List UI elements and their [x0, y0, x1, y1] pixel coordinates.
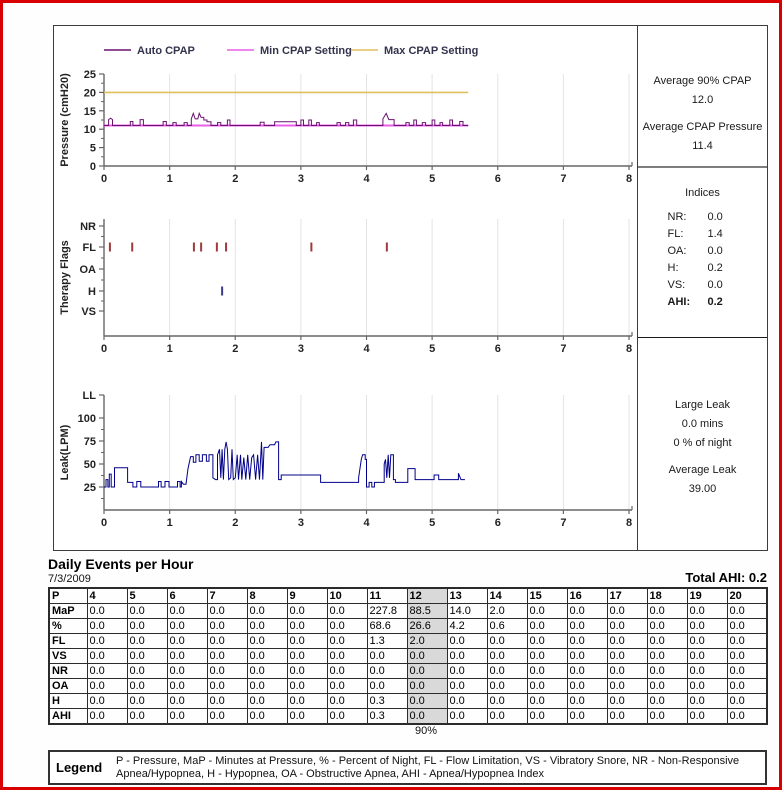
- ahi-index-label: AHI:: [667, 296, 691, 308]
- indices-title: Indices: [685, 187, 720, 199]
- table-cell: 0.0: [647, 694, 687, 709]
- table-cell: 0.0: [87, 634, 127, 649]
- table-cell: 0.0: [247, 634, 287, 649]
- index-label: OA:: [667, 245, 687, 257]
- table-cell: 0.0: [607, 664, 647, 679]
- table-column-header: 5: [127, 588, 167, 604]
- table-cell: 0.0: [487, 649, 527, 664]
- table-cell: 0.0: [607, 604, 647, 619]
- table-cell: 0.0: [207, 604, 247, 619]
- table-row-label: VS: [49, 649, 87, 664]
- table-cell: 0.0: [527, 634, 567, 649]
- svg-text:4: 4: [363, 173, 370, 185]
- svg-text:10: 10: [83, 124, 96, 137]
- charts-area: [54, 26, 637, 550]
- table-cell: 0.0: [167, 679, 207, 694]
- pressure-chart: [54, 26, 637, 201]
- daily-events-table: [48, 587, 768, 725]
- table-cell: 4.2: [447, 619, 487, 634]
- table-cell: 0.0: [87, 649, 127, 664]
- table-cell: 0.0: [687, 679, 727, 694]
- svg-text:1: 1: [166, 343, 173, 355]
- table-cell: 0.0: [287, 649, 327, 664]
- svg-text:7: 7: [560, 517, 567, 529]
- svg-text:0: 0: [100, 517, 108, 529]
- svg-text:VS: VS: [81, 306, 96, 318]
- svg-text:75: 75: [83, 436, 96, 448]
- table-cell: 0.0: [647, 709, 687, 725]
- table-cell: 0.0: [87, 664, 127, 679]
- table-cell: 0.0: [287, 664, 327, 679]
- table-cell: 0.0: [727, 709, 767, 725]
- table-cell: 0.0: [287, 634, 327, 649]
- table-cell: 0.0: [607, 649, 647, 664]
- table-column-header: 9: [287, 588, 327, 604]
- table-cell: 0.0: [287, 709, 327, 725]
- table-row-label: %: [49, 619, 87, 634]
- table-cell: 0.0: [687, 664, 727, 679]
- svg-text:NR: NR: [80, 221, 96, 233]
- total-ahi-label: Total AHI:: [685, 570, 746, 585]
- table-row: [49, 679, 767, 694]
- table-cell: 0.0: [567, 664, 607, 679]
- svg-text:8: 8: [625, 343, 633, 355]
- table-cell: 0.0: [327, 634, 367, 649]
- svg-text:3: 3: [297, 517, 304, 529]
- table-cell: 0.0: [367, 664, 407, 679]
- indices-section: [638, 168, 767, 338]
- svg-text:5: 5: [429, 343, 436, 355]
- index-value: 0.0: [707, 211, 723, 223]
- table-cell: 0.0: [447, 694, 487, 709]
- table-cell: 0.0: [727, 679, 767, 694]
- svg-text:7: 7: [560, 343, 567, 355]
- charts-panel: [53, 25, 768, 551]
- table-cell: 0.0: [647, 619, 687, 634]
- table-row-label: H: [49, 694, 87, 709]
- table-row: [49, 664, 767, 679]
- total-ahi-value: 0.2: [748, 570, 767, 585]
- table-cell: 26.6: [407, 619, 447, 634]
- table-row: [49, 619, 767, 634]
- table-cell: 0.0: [87, 619, 127, 634]
- table-cell: 0.0: [127, 709, 167, 725]
- table-cell: 0.0: [367, 649, 407, 664]
- table-cell: 0.0: [407, 679, 447, 694]
- table-cell: 0.0: [487, 694, 527, 709]
- index-label: H:: [667, 262, 679, 274]
- table-cell: 0.0: [287, 679, 327, 694]
- table-cell: 0.0: [287, 694, 327, 709]
- table-cell: 0.0: [207, 619, 247, 634]
- svg-text:100: 100: [77, 413, 96, 425]
- pressure-stats-section: [638, 26, 767, 168]
- table-cell: 0.0: [727, 649, 767, 664]
- large-leak-percent: 0 % of night: [673, 437, 732, 449]
- table-cell: 227.8: [367, 604, 407, 619]
- table-cell: 0.0: [127, 634, 167, 649]
- table-cell: 0.0: [407, 694, 447, 709]
- large-leak-title: Large Leak: [674, 399, 731, 411]
- table-cell: 0.0: [207, 649, 247, 664]
- svg-text:6: 6: [494, 517, 501, 529]
- table-cell: 68.6: [367, 619, 407, 634]
- table-cell: 0.0: [647, 679, 687, 694]
- table-cell: 0.0: [127, 649, 167, 664]
- svg-text:Pressure (cmH20): Pressure (cmH20): [59, 73, 71, 167]
- table-cell: 0.0: [647, 649, 687, 664]
- table-cell: 0.0: [287, 604, 327, 619]
- table-cell: 0.0: [407, 664, 447, 679]
- table-column-header: 18: [647, 588, 687, 604]
- table-column-header: 7: [207, 588, 247, 604]
- svg-text:6: 6: [494, 173, 501, 185]
- table-cell: 0.0: [527, 694, 567, 709]
- events-table-title: Daily Events per Hour: [48, 556, 194, 572]
- table-cell: 0.0: [487, 634, 527, 649]
- svg-text:3: 3: [297, 173, 304, 185]
- table-cell: 0.0: [167, 649, 207, 664]
- table-cell: 0.0: [127, 604, 167, 619]
- table-cell: 0.0: [687, 694, 727, 709]
- table-cell: 0.0: [567, 694, 607, 709]
- ninety-percent-note: 90%: [414, 725, 438, 737]
- avg-cpap-pressure-label: Average CPAP Pressure: [642, 121, 763, 133]
- table-cell: 0.0: [567, 619, 607, 634]
- table-column-header: 6: [167, 588, 207, 604]
- svg-text:2: 2: [232, 173, 239, 185]
- table-cell: 0.3: [367, 709, 407, 725]
- svg-text:6: 6: [494, 343, 501, 355]
- table-cell: 0.0: [447, 649, 487, 664]
- table-cell: 0.0: [167, 694, 207, 709]
- table-cell: 0.0: [407, 709, 447, 725]
- table-cell: 0.0: [447, 709, 487, 725]
- table-cell: 0.0: [647, 634, 687, 649]
- table-cell: 0.0: [487, 709, 527, 725]
- index-value: 0.0: [707, 279, 723, 291]
- table-row: [49, 709, 767, 725]
- table-cell: 0.0: [87, 679, 127, 694]
- index-label: FL:: [667, 228, 684, 240]
- legend-text: P - Pressure, MaP - Minutes at Pressure, % - Percent of Night, FL - Flow Limitation, VS - Vibratory Snore, NR - Non-Responsive Apnea/Hypopnea, H - Hypopnea, OA - Obstructive Apnea, AHI - Apnea/Hypopnea Index: [116, 754, 740, 780]
- average-leak-label: Average Leak: [668, 464, 737, 476]
- table-cell: 0.0: [607, 694, 647, 709]
- table-cell: 0.0: [527, 649, 567, 664]
- table-cell: 0.0: [687, 634, 727, 649]
- svg-text:2: 2: [232, 343, 239, 355]
- svg-text:5: 5: [429, 173, 436, 185]
- total-ahi: [685, 570, 767, 585]
- table-column-header: 14: [487, 588, 527, 604]
- index-label: NR:: [667, 211, 687, 223]
- table-cell: 0.0: [327, 679, 367, 694]
- svg-text:Auto CPAP: Auto CPAP: [137, 45, 195, 57]
- table-cell: 0.0: [687, 619, 727, 634]
- table-row-label: OA: [49, 679, 87, 694]
- table-cell: 0.0: [727, 694, 767, 709]
- large-leak-mins: 0.0 mins: [681, 418, 724, 430]
- index-value: 1.4: [707, 228, 723, 240]
- table-cell: 2.0: [407, 634, 447, 649]
- svg-text:8: 8: [625, 173, 633, 185]
- leak-chart: [54, 366, 637, 552]
- table-cell: 0.0: [207, 709, 247, 725]
- svg-text:25: 25: [83, 69, 96, 81]
- table-column-header: 15: [527, 588, 567, 604]
- svg-text:3: 3: [297, 343, 304, 355]
- table-cell: 0.0: [407, 649, 447, 664]
- table-cell: 0.0: [727, 664, 767, 679]
- svg-text:FL: FL: [82, 242, 96, 254]
- table-cell: 0.0: [167, 634, 207, 649]
- svg-text:50: 50: [83, 459, 96, 471]
- table-cell: 0.0: [207, 694, 247, 709]
- table-row-label: NR: [49, 664, 87, 679]
- table-cell: 0.0: [727, 604, 767, 619]
- table-cell: 0.0: [687, 604, 727, 619]
- table-cell: 0.0: [327, 649, 367, 664]
- svg-text:20: 20: [83, 87, 96, 100]
- table-cell: 0.0: [207, 634, 247, 649]
- table-cell: 0.0: [607, 709, 647, 725]
- table-row: [49, 634, 767, 649]
- table-cell: 0.0: [487, 679, 527, 694]
- svg-text:0: 0: [89, 161, 96, 173]
- table-cell: 0.0: [247, 649, 287, 664]
- avg-90-cpap-value: 12.0: [691, 94, 714, 106]
- table-cell: 0.0: [327, 604, 367, 619]
- summary-sidebar: [637, 26, 767, 550]
- table-row: [49, 649, 767, 664]
- table-cell: 0.0: [167, 709, 207, 725]
- table-column-header: 12: [407, 588, 447, 604]
- table-column-header: P: [49, 588, 87, 604]
- table-column-header: 16: [567, 588, 607, 604]
- avg-90-cpap-label: Average 90% CPAP: [653, 75, 752, 87]
- index-label: VS:: [667, 279, 686, 291]
- ahi-index-value: 0.2: [707, 296, 723, 308]
- table-cell: 0.0: [327, 709, 367, 725]
- table-cell: 0.0: [87, 709, 127, 725]
- table-column-header: 8: [247, 588, 287, 604]
- therapy-flags-chart: [54, 201, 637, 366]
- indices-list: [638, 211, 767, 308]
- table-cell: 0.0: [327, 619, 367, 634]
- table-cell: 0.0: [167, 664, 207, 679]
- svg-text:OA: OA: [79, 264, 96, 276]
- table-cell: 0.0: [247, 604, 287, 619]
- table-cell: 0.0: [167, 619, 207, 634]
- table-cell: 0.0: [527, 604, 567, 619]
- index-value: 0.0: [707, 245, 723, 257]
- svg-text:LL: LL: [82, 390, 96, 402]
- legend-label: Legend: [56, 760, 103, 775]
- table-cell: 0.0: [87, 694, 127, 709]
- table-cell: 14.0: [447, 604, 487, 619]
- table-cell: 0.0: [287, 619, 327, 634]
- table-cell: 0.0: [127, 694, 167, 709]
- table-row: [49, 694, 767, 709]
- table-row-label: FL: [49, 634, 87, 649]
- table-cell: 0.0: [127, 679, 167, 694]
- svg-text:Min CPAP Setting: Min CPAP Setting: [260, 45, 352, 57]
- leak-stats-section: [638, 338, 767, 499]
- svg-text:1: 1: [166, 173, 173, 185]
- table-cell: 0.0: [247, 679, 287, 694]
- svg-text:Max CPAP Setting: Max CPAP Setting: [384, 45, 479, 57]
- table-cell: 0.0: [87, 604, 127, 619]
- svg-text:7: 7: [560, 173, 567, 185]
- table-column-header: 11: [367, 588, 407, 604]
- table-cell: 0.0: [607, 619, 647, 634]
- table-cell: 0.0: [327, 694, 367, 709]
- table-cell: 0.0: [567, 649, 607, 664]
- table-cell: 88.5: [407, 604, 447, 619]
- svg-text:1: 1: [166, 517, 173, 529]
- table-cell: 0.0: [127, 619, 167, 634]
- table-cell: 0.0: [687, 709, 727, 725]
- table-cell: 0.0: [567, 709, 607, 725]
- svg-text:4: 4: [363, 517, 370, 529]
- table-column-header: 17: [607, 588, 647, 604]
- svg-text:0: 0: [100, 343, 108, 355]
- table-cell: 0.0: [167, 604, 207, 619]
- avg-cpap-pressure-value: 11.4: [692, 140, 713, 152]
- table-cell: 0.0: [247, 664, 287, 679]
- svg-text:5: 5: [429, 517, 436, 529]
- table-cell: 0.0: [727, 619, 767, 634]
- index-value: 0.2: [707, 262, 723, 274]
- table-cell: 0.0: [327, 664, 367, 679]
- table-row: [49, 604, 767, 619]
- table-cell: 0.0: [567, 634, 607, 649]
- daily-events-section: [48, 556, 767, 739]
- table-cell: 0.0: [647, 604, 687, 619]
- table-cell: 0.6: [487, 619, 527, 634]
- table-cell: 0.0: [567, 604, 607, 619]
- table-cell: 0.0: [367, 679, 407, 694]
- table-cell: 0.0: [247, 619, 287, 634]
- table-column-header: 20: [727, 588, 767, 604]
- table-cell: 0.0: [527, 679, 567, 694]
- report-date: 7/3/2009: [48, 573, 91, 585]
- table-cell: 0.0: [447, 664, 487, 679]
- table-cell: 0.0: [527, 619, 567, 634]
- table-cell: 0.0: [527, 709, 567, 725]
- svg-text:H: H: [88, 286, 96, 298]
- svg-text:5: 5: [89, 142, 96, 155]
- table-column-header: 19: [687, 588, 727, 604]
- table-cell: 0.0: [607, 679, 647, 694]
- average-leak-value: 39.00: [688, 483, 717, 495]
- table-column-header: 10: [327, 588, 367, 604]
- table-cell: 0.0: [527, 664, 567, 679]
- svg-text:Therapy Flags: Therapy Flags: [59, 240, 71, 315]
- table-row-label: AHI: [49, 709, 87, 725]
- table-cell: 0.0: [207, 679, 247, 694]
- table-cell: 0.0: [247, 694, 287, 709]
- table-cell: 0.0: [447, 679, 487, 694]
- table-cell: 0.0: [727, 634, 767, 649]
- svg-text:15: 15: [83, 105, 96, 118]
- table-cell: 0.0: [207, 664, 247, 679]
- table-cell: 0.0: [487, 664, 527, 679]
- table-cell: 0.0: [567, 679, 607, 694]
- table-cell: 0.0: [647, 664, 687, 679]
- svg-text:8: 8: [625, 517, 633, 529]
- svg-text:0: 0: [100, 173, 108, 185]
- table-row-label: MaP: [49, 604, 87, 619]
- table-column-header: 13: [447, 588, 487, 604]
- svg-text:4: 4: [363, 343, 370, 355]
- svg-text:25: 25: [83, 482, 96, 494]
- table-cell: 0.0: [447, 634, 487, 649]
- table-column-header: 4: [87, 588, 127, 604]
- table-header-row: [49, 588, 767, 604]
- table-cell: 2.0: [487, 604, 527, 619]
- svg-text:2: 2: [232, 517, 239, 529]
- table-cell: 0.3: [367, 694, 407, 709]
- legend-box: [48, 750, 767, 785]
- svg-text:Leak(LPM): Leak(LPM): [59, 424, 71, 481]
- table-cell: 0.0: [127, 664, 167, 679]
- table-cell: 0.0: [607, 634, 647, 649]
- table-cell: 1.3: [367, 634, 407, 649]
- table-cell: 0.0: [687, 649, 727, 664]
- table-cell: 0.0: [247, 709, 287, 725]
